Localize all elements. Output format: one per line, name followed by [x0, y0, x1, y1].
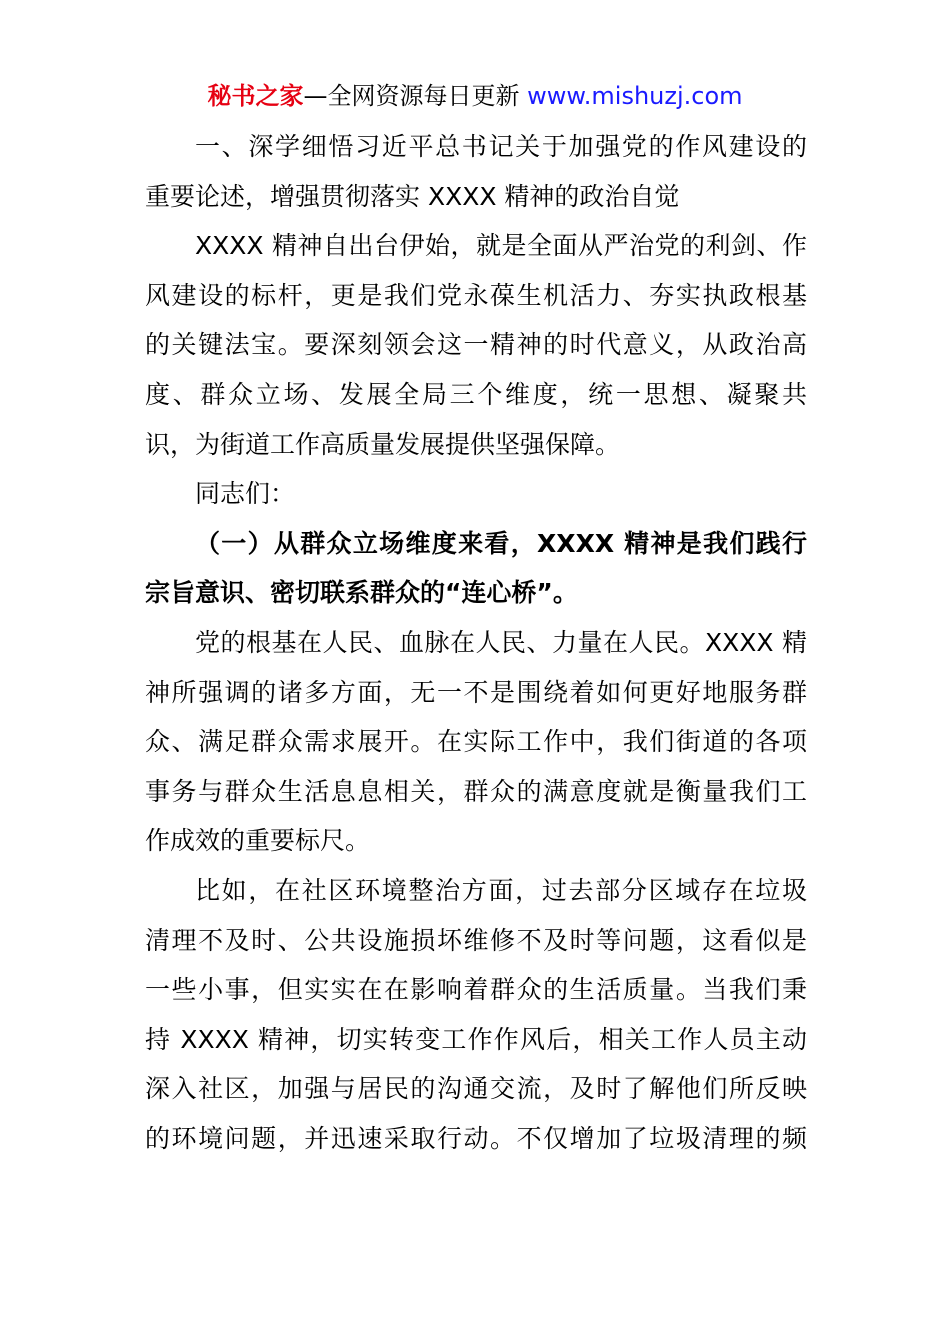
paragraph-line: 清理不及时、公共设施损坏维修不及时等问题，这看似是	[145, 925, 807, 955]
paragraph-line: XXXX 精神自出台伊始，就是全面从严治党的利剑、作	[195, 231, 807, 261]
paragraph-line: 的环境问题，并迅速采取行动。不仅增加了垃圾清理的频	[145, 1123, 807, 1153]
site-url[interactable]: www.mishuzj.com	[527, 82, 743, 110]
brand-name: 秘书之家	[207, 82, 304, 110]
paragraph-line: 的关键法宝。要深刻领会这一精神的时代意义，从政治高	[145, 330, 807, 360]
paragraph-line: 一些小事，但实实在在影响着群众的生活质量。当我们秉	[145, 975, 807, 1005]
header-tagline: —全网资源每日更新	[303, 82, 520, 110]
section-heading-line: 一、深学细悟习近平总书记关于加强党的作风建设的	[195, 132, 807, 161]
watermark-header	[0, 80, 950, 112]
subheading-line: 宗旨意识、密切联系群众的“连心桥”。	[145, 578, 578, 608]
salutation-line: 同志们：	[195, 479, 296, 509]
paragraph-line: 风建设的标杆，更是我们党永葆生机活力、夯实执政根基	[145, 280, 807, 310]
paragraph-line: 识，为街道工作高质量发展提供坚强保障。	[145, 429, 621, 459]
paragraph-line: 作成效的重要标尺。	[145, 826, 371, 856]
paragraph-line: 党的根基在人民、血脉在人民、力量在人民。XXXX 精	[195, 627, 807, 657]
document-body	[145, 122, 807, 1163]
paragraph-line: 众、满足群众需求展开。在实际工作中，我们街道的各项	[145, 727, 807, 757]
paragraph-line: 持 XXXX 精神，切实转变工作作风后，相关工作人员主动	[145, 1024, 807, 1054]
section-heading-line: 重要论述，增强贯彻落实 XXXX 精神的政治自觉	[145, 181, 680, 211]
paragraph-line: 比如，在社区环境整治方面，过去部分区域存在垃圾	[195, 875, 807, 905]
paragraph-line: 深入社区，加强与居民的沟通交流，及时了解他们所反映	[145, 1074, 807, 1104]
paragraph-line: 神所强调的诸多方面，无一不是围绕着如何更好地服务群	[145, 677, 807, 707]
paragraph-line: 事务与群众生活息息相关，群众的满意度就是衡量我们工	[145, 776, 807, 806]
subheading-line: （一）从群众立场维度来看，XXXX 精神是我们践行	[195, 528, 807, 558]
paragraph-line: 度、群众立场、发展全局三个维度，统一思想、凝聚共	[145, 379, 807, 409]
